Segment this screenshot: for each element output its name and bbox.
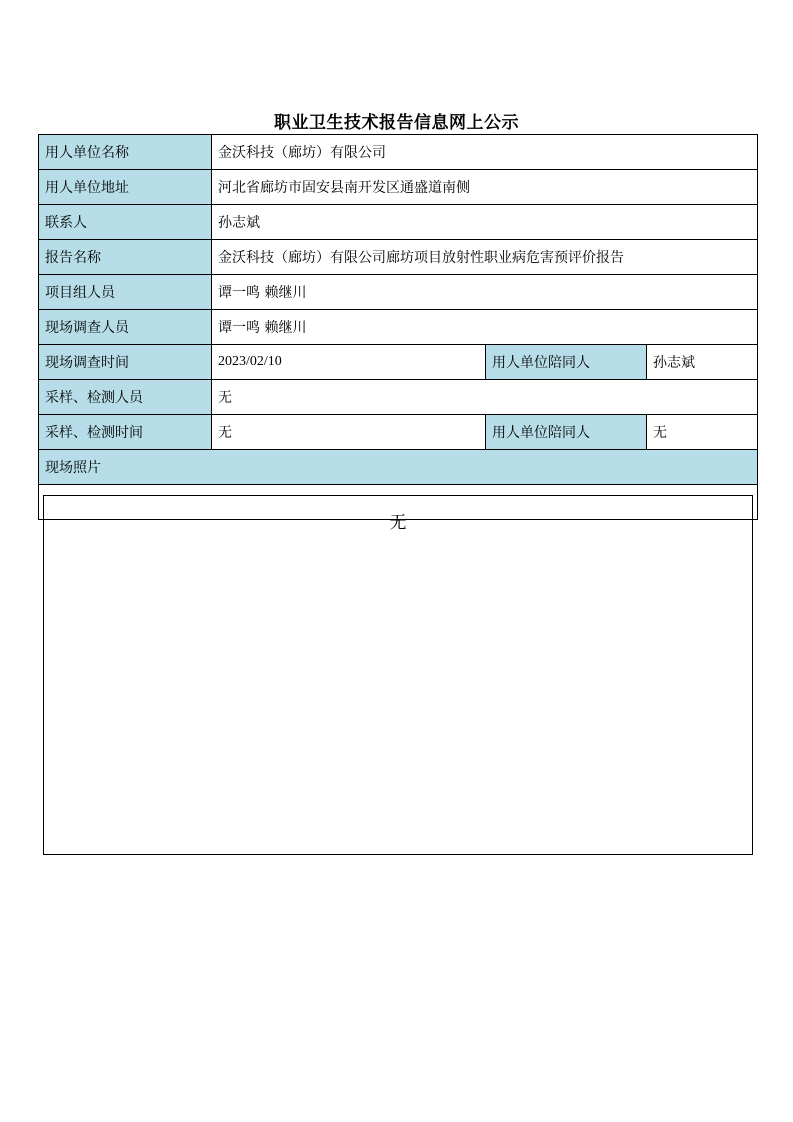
- row-employer-name: [39, 135, 758, 170]
- project-members-value: 谭一鸣 赖继川: [212, 275, 758, 310]
- sampling-companion-value: 无: [647, 415, 758, 450]
- row-sampling-time: [39, 415, 758, 450]
- photo-frame: [43, 495, 753, 855]
- row-report-name: [39, 240, 758, 275]
- disclosure-form-table: [38, 134, 758, 533]
- employer-name-value: 金沃科技（廊坊）有限公司: [212, 135, 758, 170]
- row-survey-time: [39, 345, 758, 380]
- row-employer-address: [39, 170, 758, 205]
- sampling-time-value: 无: [212, 415, 486, 450]
- sampling-members-label: 采样、检测人员: [39, 380, 212, 415]
- sampling-members-value: 无: [212, 380, 758, 415]
- row-photos-header: [39, 450, 758, 485]
- row-survey-members: [39, 310, 758, 345]
- row-project-members: [39, 275, 758, 310]
- report-name-label: 报告名称: [39, 240, 212, 275]
- contact-label: 联系人: [39, 205, 212, 240]
- survey-time-label: 现场调查时间: [39, 345, 212, 380]
- survey-companion-label: 用人单位陪同人: [486, 345, 647, 380]
- survey-companion-value: 孙志斌: [647, 345, 758, 380]
- row-sampling-members: [39, 380, 758, 415]
- row-photos: [39, 485, 758, 520]
- page-title: 职业卫生技术报告信息网上公示: [274, 113, 519, 133]
- sampling-companion-label: 用人单位陪同人: [486, 415, 647, 450]
- contact-value: 孙志斌: [212, 205, 758, 240]
- photos-label: 现场照片: [39, 450, 758, 485]
- employer-address-value: 河北省廊坊市固安县南开发区通盛道南侧: [212, 170, 758, 205]
- photos-value: 无: [389, 513, 407, 533]
- sampling-time-label: 采样、检测时间: [39, 415, 212, 450]
- row-contact: [39, 205, 758, 240]
- report-name-value: 金沃科技（廊坊）有限公司廊坊项目放射性职业病危害预评价报告: [212, 240, 758, 275]
- project-members-label: 项目组人员: [39, 275, 212, 310]
- employer-name-label: 用人单位名称: [39, 135, 212, 170]
- employer-address-label: 用人单位地址: [39, 170, 212, 205]
- survey-time-value: 2023/02/10: [212, 345, 486, 380]
- photos-cell: [39, 485, 758, 533]
- survey-members-label: 现场调查人员: [39, 310, 212, 345]
- survey-members-value: 谭一鸣 赖继川: [212, 310, 758, 345]
